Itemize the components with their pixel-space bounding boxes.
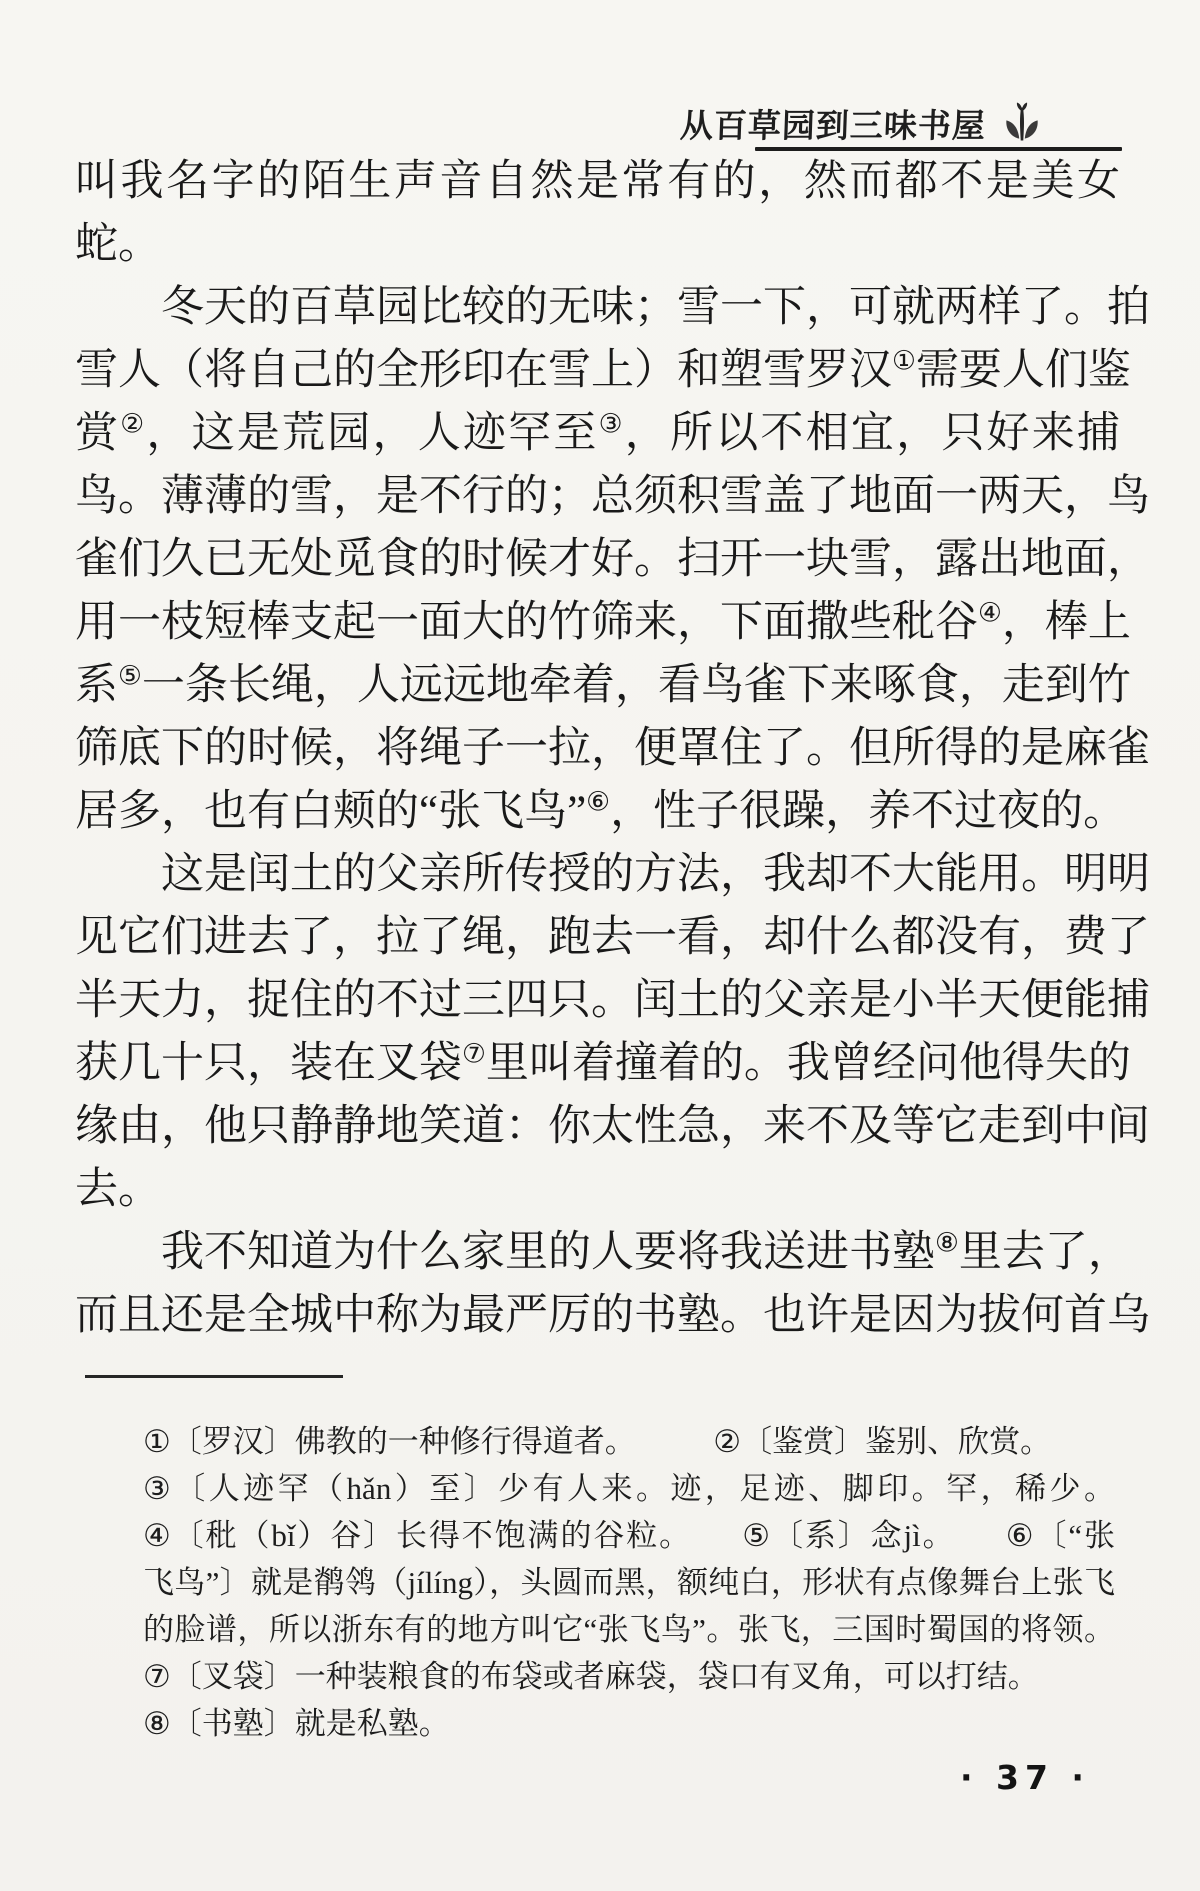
body-line: 去。	[75, 1166, 161, 1213]
body-line: 获几十只，装在叉袋⑦里叫着撞着的。我曾经问他得失的	[75, 1038, 1131, 1087]
body-line: 冬天的百草园比较的无味；雪一下，可就两样了。拍	[161, 284, 1150, 331]
footnote-line: ⑦〔叉袋〕一种装粮食的布袋或者麻袋，袋口有叉角，可以打结。	[143, 1659, 1039, 1694]
body-line: 见它们进去了，拉了绳，跑去一看，却什么都没有，费了	[75, 914, 1150, 961]
body-line: 用一枝短棒支起一面大的竹筛来，下面撒些秕谷④，棒上	[75, 597, 1131, 646]
footnote-line: 的脸谱，所以浙东有的地方叫它“张飞鸟”。张飞，三国时蜀国的将领。	[143, 1612, 1115, 1647]
footnote-line: ③〔人迹罕（hǎn）至〕少有人来。迹，足迹、脚印。罕，稀少。	[143, 1471, 1115, 1506]
body-line: 筛底下的时候，将绳子一拉，便罩住了。但所得的是麻雀	[75, 725, 1150, 772]
footnote-line: ①〔罗汉〕佛教的一种修行得道者。 ②〔鉴赏〕鉴别、欣赏。	[143, 1424, 1052, 1459]
body-line: 赏②，这是荒园，人迹罕至③，所以不相宜，只好来捕	[75, 408, 1121, 457]
body-line: 鸟。薄薄的雪，是不行的；总须积雪盖了地面一两天，鸟	[75, 473, 1150, 520]
footnote-separator	[85, 1375, 343, 1378]
body-line: 蛇。	[75, 221, 161, 268]
body-line: 叫我名字的陌生声音自然是常有的，然而都不是美女	[75, 158, 1120, 205]
body-line: 我不知道为什么家里的人要将我送进书塾⑧里去了，	[161, 1227, 1131, 1276]
footnotes	[143, 1418, 1115, 1747]
body-line: 半天力，捉住的不过三四只。闰土的父亲是小半天便能捕	[75, 977, 1150, 1024]
footnote-line: ⑧〔书塾〕就是私塾。	[143, 1706, 450, 1741]
body-line: 这是闰土的父亲所传授的方法，我却不大能用。明明	[161, 851, 1150, 898]
body-line: 而且还是全城中称为最严厉的书塾。也许是因为拔何首乌	[75, 1292, 1150, 1339]
body-line: 居多，也有白颊的“张飞鸟”⑥，性子很躁，养不过夜的。	[75, 786, 1127, 835]
body-line: 雪人（将自己的全形印在雪上）和塑雪罗汉①需要人们鉴	[75, 345, 1131, 394]
body-line: 缘由，他只静静地笑道：你太性急，来不及等它走到中间	[75, 1103, 1150, 1150]
chapter-title: 从百草园到三味书屋	[679, 109, 987, 145]
body-text	[75, 150, 1150, 1347]
body-line: 雀们久已无处觅食的时候才好。扫开一块雪，露出地面，	[75, 536, 1150, 583]
body-line: 系⑤一条长绳，人远远地牵着，看鸟雀下来啄食，走到竹	[75, 660, 1131, 709]
page-number: · 37 ·	[960, 1758, 1090, 1797]
footnote-line: ④〔秕（bǐ）谷〕长得不饱满的谷粒。 ⑤〔系〕念jì。 ⑥〔“张	[143, 1518, 1115, 1553]
footnote-line: 飞鸟”〕就是鹡鸰（jílíng），头圆而黑，额纯白，形状有点像舞台上张飞	[143, 1565, 1115, 1600]
sprout-icon	[1000, 102, 1044, 146]
